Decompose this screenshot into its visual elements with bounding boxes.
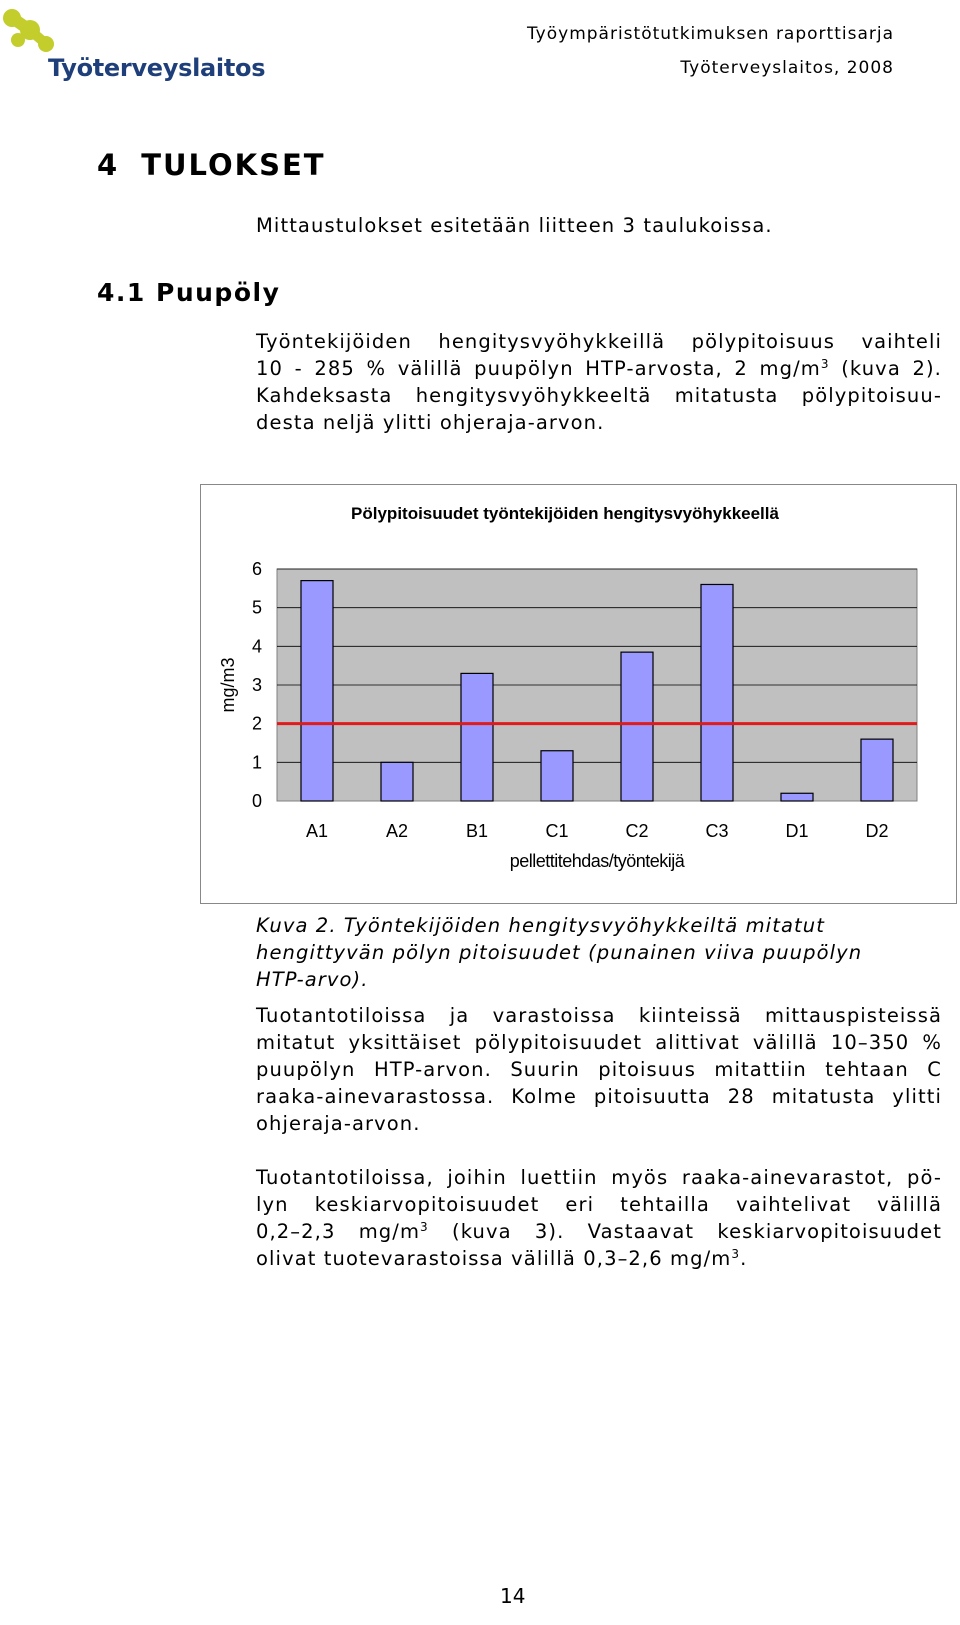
x-tick-label: C3 bbox=[705, 821, 729, 841]
x-axis-label: pellettitehdas/työntekijä bbox=[509, 851, 685, 871]
y-tick-label: 4 bbox=[251, 636, 263, 657]
bar-a2 bbox=[381, 762, 413, 801]
y-tick-label: 5 bbox=[251, 597, 263, 618]
y-tick-label: 6 bbox=[251, 559, 263, 579]
x-axis-ticks bbox=[306, 821, 889, 841]
publisher-year: Työterveyslaitos, 2008 bbox=[680, 58, 894, 78]
intro-text: Mittaustulokset esitetään liitteen 3 taulukoissa. bbox=[256, 214, 773, 237]
subsection-heading bbox=[97, 278, 280, 307]
subsection-number: 4.1 bbox=[97, 278, 146, 307]
section-heading bbox=[97, 148, 326, 182]
section-number: 4 bbox=[97, 148, 120, 182]
page-number: 14 bbox=[500, 1584, 526, 1608]
y-axis-ticks bbox=[252, 559, 262, 811]
bar-d1 bbox=[781, 793, 813, 801]
report-series: Työympäristötutkimuksen raporttisarja bbox=[526, 24, 894, 44]
x-tick-label: C1 bbox=[545, 821, 569, 841]
x-tick-label: A1 bbox=[305, 821, 329, 841]
x-tick-label: D2 bbox=[865, 821, 889, 841]
subsection-title: Puupöly bbox=[156, 278, 281, 307]
y-tick-label: 0 bbox=[251, 791, 263, 811]
chart-svg bbox=[201, 485, 956, 903]
bar-c1 bbox=[541, 751, 573, 801]
figure-caption: Kuva 2. Työntekijöiden hengitysvyöhykkeiltä mitatut hengittyvän pölyn pitoisuudet (punainen viiva puupölyn HTP-arvo). bbox=[256, 914, 863, 991]
paragraph-3: Tuotantotiloissa, joihin luettiin myös raaka-ainevarastot, pö- lyn keskiarvopitoisuudet eri tehtailla vaihtelivat välillä 0,2–2,3 $mg/m^3$ (kuva 3). Vastaavat keskiarvopitoisuudet olivat tuotevarastoissa välillä 0,3–2,6 $mg/m^3$. bbox=[256, 1166, 942, 1270]
x-tick-label: D1 bbox=[785, 821, 809, 841]
y-tick-label: 3 bbox=[251, 675, 263, 695]
paragraph-1: Työntekijöiden hengitysvyöhykkeillä pölypitoisuus vaihteli 10 - 285 % välillä puupölyn HTP-arvosta, 2 $mg/m^3$ (kuva 2). Kahdeksasta hengitysvyöhykkeeltä mitatusta pölypitoisuu- desta neljä ylitti ohjeraja-arvon. bbox=[256, 330, 942, 434]
y-tick-label: 1 bbox=[251, 752, 263, 773]
y-axis-label: mg/m3 bbox=[218, 657, 238, 713]
logo-text: Työterveyslaitos bbox=[48, 54, 266, 82]
dust-concentration-chart bbox=[200, 484, 957, 904]
y-tick-label: 2 bbox=[251, 713, 263, 734]
paragraph-2: Tuotantotiloissa ja varastoissa kiinteissä mittauspisteissä mitatut yksittäiset pölypitoisuudet alittivat välillä 10–350 % puupölyn HTP-arvon. Suurin pitoisuus mitattiin tehtaan C raaka-ainevarastossa. Kolme pitoisuutta 28 mitatusta ylitti ohjeraja-arvon. bbox=[256, 1004, 942, 1135]
x-tick-label: A2 bbox=[385, 821, 409, 841]
x-tick-label: C2 bbox=[625, 821, 649, 841]
bar-d2 bbox=[861, 739, 893, 801]
section-title: TULOKSET bbox=[141, 148, 326, 182]
bar-b1 bbox=[461, 673, 493, 801]
bar-a1 bbox=[301, 581, 333, 801]
bar-c2 bbox=[621, 652, 653, 801]
x-tick-label: B1 bbox=[465, 821, 489, 841]
chart-title: Pölypitoisuudet työntekijöiden hengitysvyöhykkeellä bbox=[351, 504, 779, 523]
institute-logo bbox=[2, 4, 266, 84]
bar-c3 bbox=[701, 584, 733, 801]
